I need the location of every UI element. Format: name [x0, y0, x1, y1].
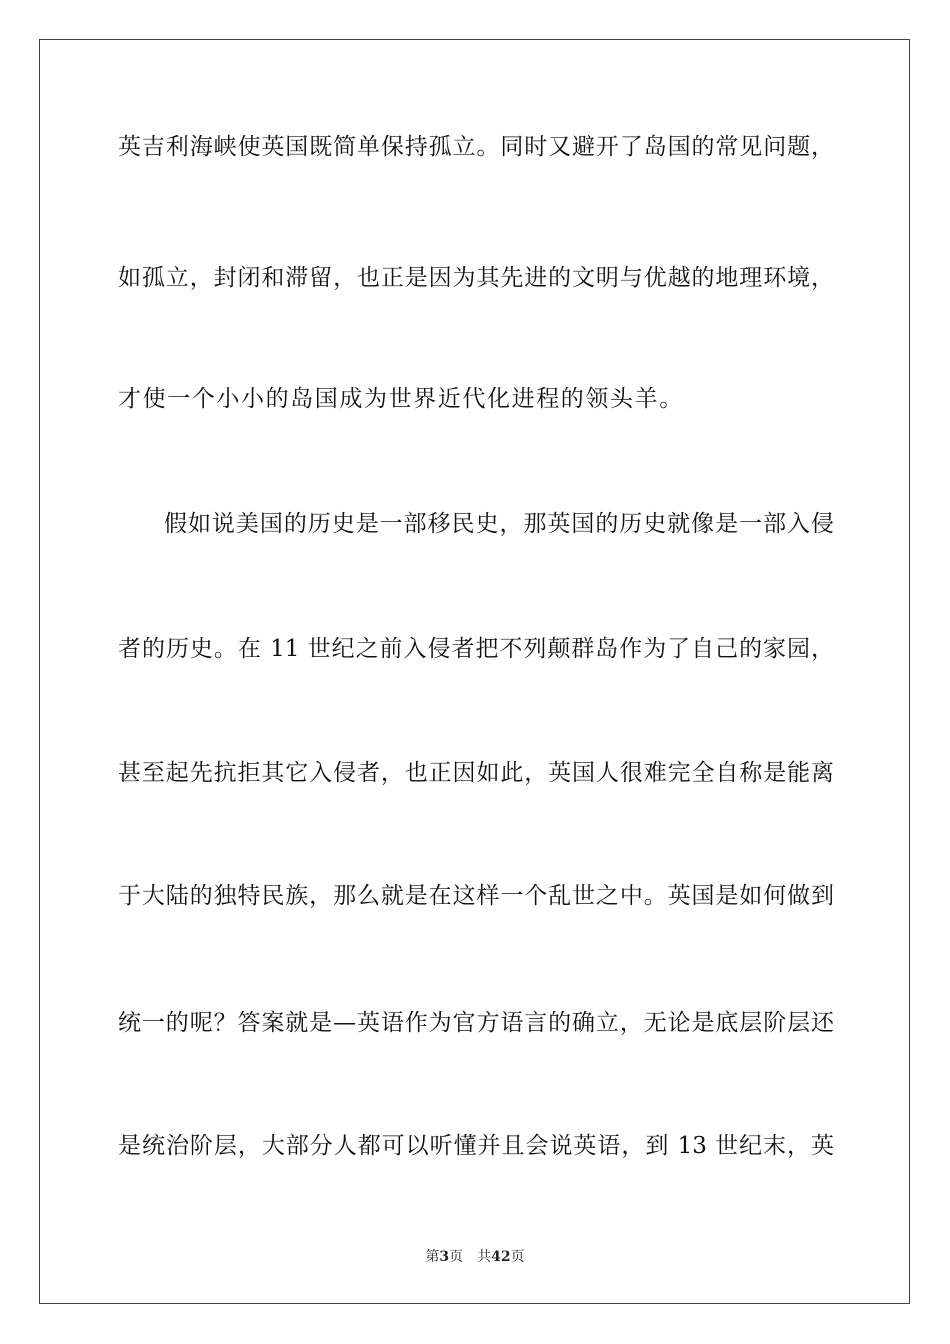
page-prefix: 第: [425, 1249, 440, 1265]
text-line: 统一的呢？答案就是—英语作为官方语言的确立，无论是底层阶层还: [118, 1010, 834, 1036]
total-prefix: 共: [477, 1249, 492, 1265]
text-line: 假如说美国的历史是一部移民史，那英国的历史就像是一部入侵: [164, 511, 834, 537]
page-number: 3: [439, 1249, 450, 1265]
total-pages: 42: [491, 1249, 511, 1265]
page-footer: [0, 1246, 950, 1266]
text-line: 英吉利海峡使英国既简单保持孤立。同时又避开了岛国的常见问题，: [118, 134, 834, 160]
total-suffix: 页: [510, 1249, 525, 1265]
text-line: 甚至起先抗拒其它入侵者，也正因如此，英国人很难完全自称是能离: [118, 760, 834, 786]
text-line: 是统治阶层，大部分人都可以听懂并且会说英语，到 13 世纪末，英: [118, 1133, 834, 1159]
text-line: 如孤立，封闭和滞留，也正是因为其先进的文明与优越的地理环境，: [118, 265, 834, 291]
page-suffix: 页: [449, 1249, 464, 1265]
text-line: 才使一个小小的岛国成为世界近代化进程的领头羊。: [118, 386, 684, 412]
text-line: 于大陆的独特民族，那么就是在这样一个乱世之中。英国是如何做到: [118, 883, 834, 909]
text-line: 者的历史。在 11 世纪之前入侵者把不列颠群岛作为了自己的家园，: [118, 636, 834, 662]
page-border: [39, 39, 910, 1304]
